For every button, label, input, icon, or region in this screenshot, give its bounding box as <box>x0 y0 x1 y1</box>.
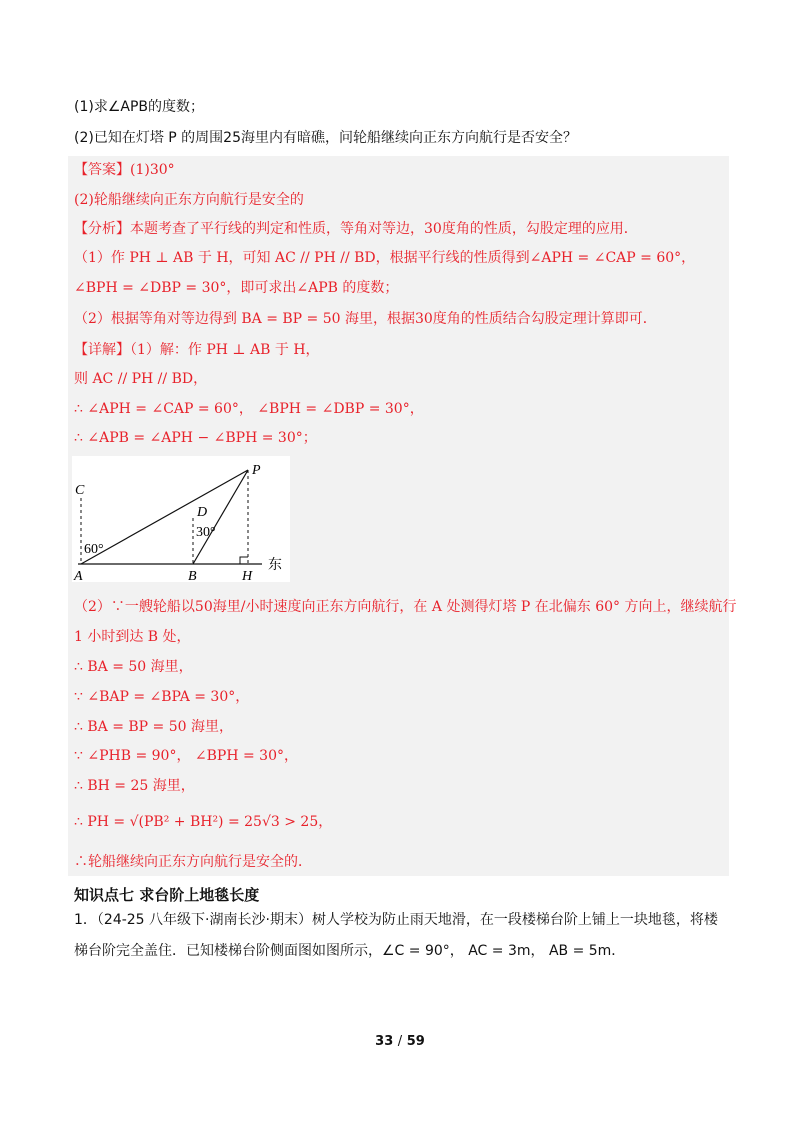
detail-2: 则 AC // PH // BD， <box>74 371 208 387</box>
page-footer <box>0 1034 800 1049</box>
problem-1-line-b: 梯台阶完全盖住．已知楼梯台阶侧面图如图所示，∠C = 90°， AC = 3m， AB = 5m． <box>74 943 626 959</box>
label-a: A <box>74 569 83 582</box>
analysis-part2: （2）根据等角对等边得到 BA = BP = 50 海里，根据30度角的性质结合勾股定理计算即可． <box>74 311 657 327</box>
analysis-tag: 【分析】 <box>74 221 130 237</box>
analysis-part1a: （1）作 PH ⊥ AB 于 H，可知 AC // PH // BD，根据平行线的性质得到∠APH = ∠CAP = 60°， <box>74 250 696 266</box>
problem-1-line-a: 1．（24-25 八年级下·湖南长沙·期末）树人学校为防止雨天地滑，在一段楼梯台阶上铺上一块地毯，将楼 <box>74 912 718 928</box>
label-d: D <box>197 505 208 520</box>
angle-60: 60° <box>84 542 104 557</box>
answer-1: (1)30° <box>130 162 175 178</box>
answer-tag: 【答案】 <box>74 162 130 178</box>
step-6: ∴ PH = √(PB² + BH²) = 25√3 > 25， <box>74 814 333 830</box>
step-7: ∴轮船继续向正东方向航行是安全的． <box>74 854 312 870</box>
line-ap <box>81 470 248 564</box>
analysis-line <box>74 219 638 239</box>
step-5: ∴ BH = 25 海里， <box>74 778 195 794</box>
section-title: 知识点七 求台阶上地毯长度 <box>74 886 260 904</box>
step-3: ∴ BA = BP = 50 海里， <box>74 719 233 735</box>
label-c: C <box>75 483 85 498</box>
step-1: ∴ BA = 50 海里， <box>74 659 193 675</box>
label-b: B <box>188 569 197 582</box>
answer-line <box>74 160 175 180</box>
step-4: ∵ ∠PHB = 90°， ∠BPH = 30°， <box>74 748 298 764</box>
label-east: 东 <box>268 558 282 573</box>
angle-30: 30° <box>196 525 216 540</box>
detail-1: （1）解：作 PH ⊥ AB 于 H， <box>130 342 320 358</box>
analysis-text: 本题考查了平行线的判定和性质，等角对等边，30度角的性质，勾股定理的应用． <box>130 221 638 237</box>
right-angle-mark <box>240 557 248 564</box>
step-2: ∵ ∠BAP = ∠BPA = 30°， <box>74 689 250 705</box>
detail-line-1 <box>74 340 320 360</box>
question-2: (2)已知在灯塔 P 的周围25海里内有暗礁，问轮船继续向正东方向航行是否安全？ <box>74 130 577 146</box>
question-1: (1)求∠APB的度数； <box>74 99 205 115</box>
page-separator: / <box>397 1034 403 1049</box>
part2-line-b: 1 小时到达 B 处， <box>74 629 191 645</box>
geometry-figure <box>72 456 290 582</box>
analysis-part1b: ∠BPH = ∠DBP = 30°，即可求出∠APB 的度数； <box>74 280 399 296</box>
part2-line-a: （2）∵一艘轮船以50海里/小时速度向正东方向航行，在 A 处测得灯塔 P 在北偏东 60° 方向上，继续航行 <box>74 599 737 615</box>
label-p: P <box>252 463 261 478</box>
page-total: 59 <box>406 1034 425 1049</box>
page-current: 33 <box>375 1034 394 1049</box>
detail-tag: 【详解】 <box>74 342 130 358</box>
answer-2: (2)轮船继续向正东方向航行是安全的 <box>74 192 304 208</box>
label-h: H <box>242 569 253 582</box>
detail-3: ∴ ∠APH = ∠CAP = 60°， ∠BPH = ∠DBP = 30°， <box>74 401 424 417</box>
detail-4: ∴ ∠APB = ∠APH − ∠BPH = 30°； <box>74 430 317 446</box>
